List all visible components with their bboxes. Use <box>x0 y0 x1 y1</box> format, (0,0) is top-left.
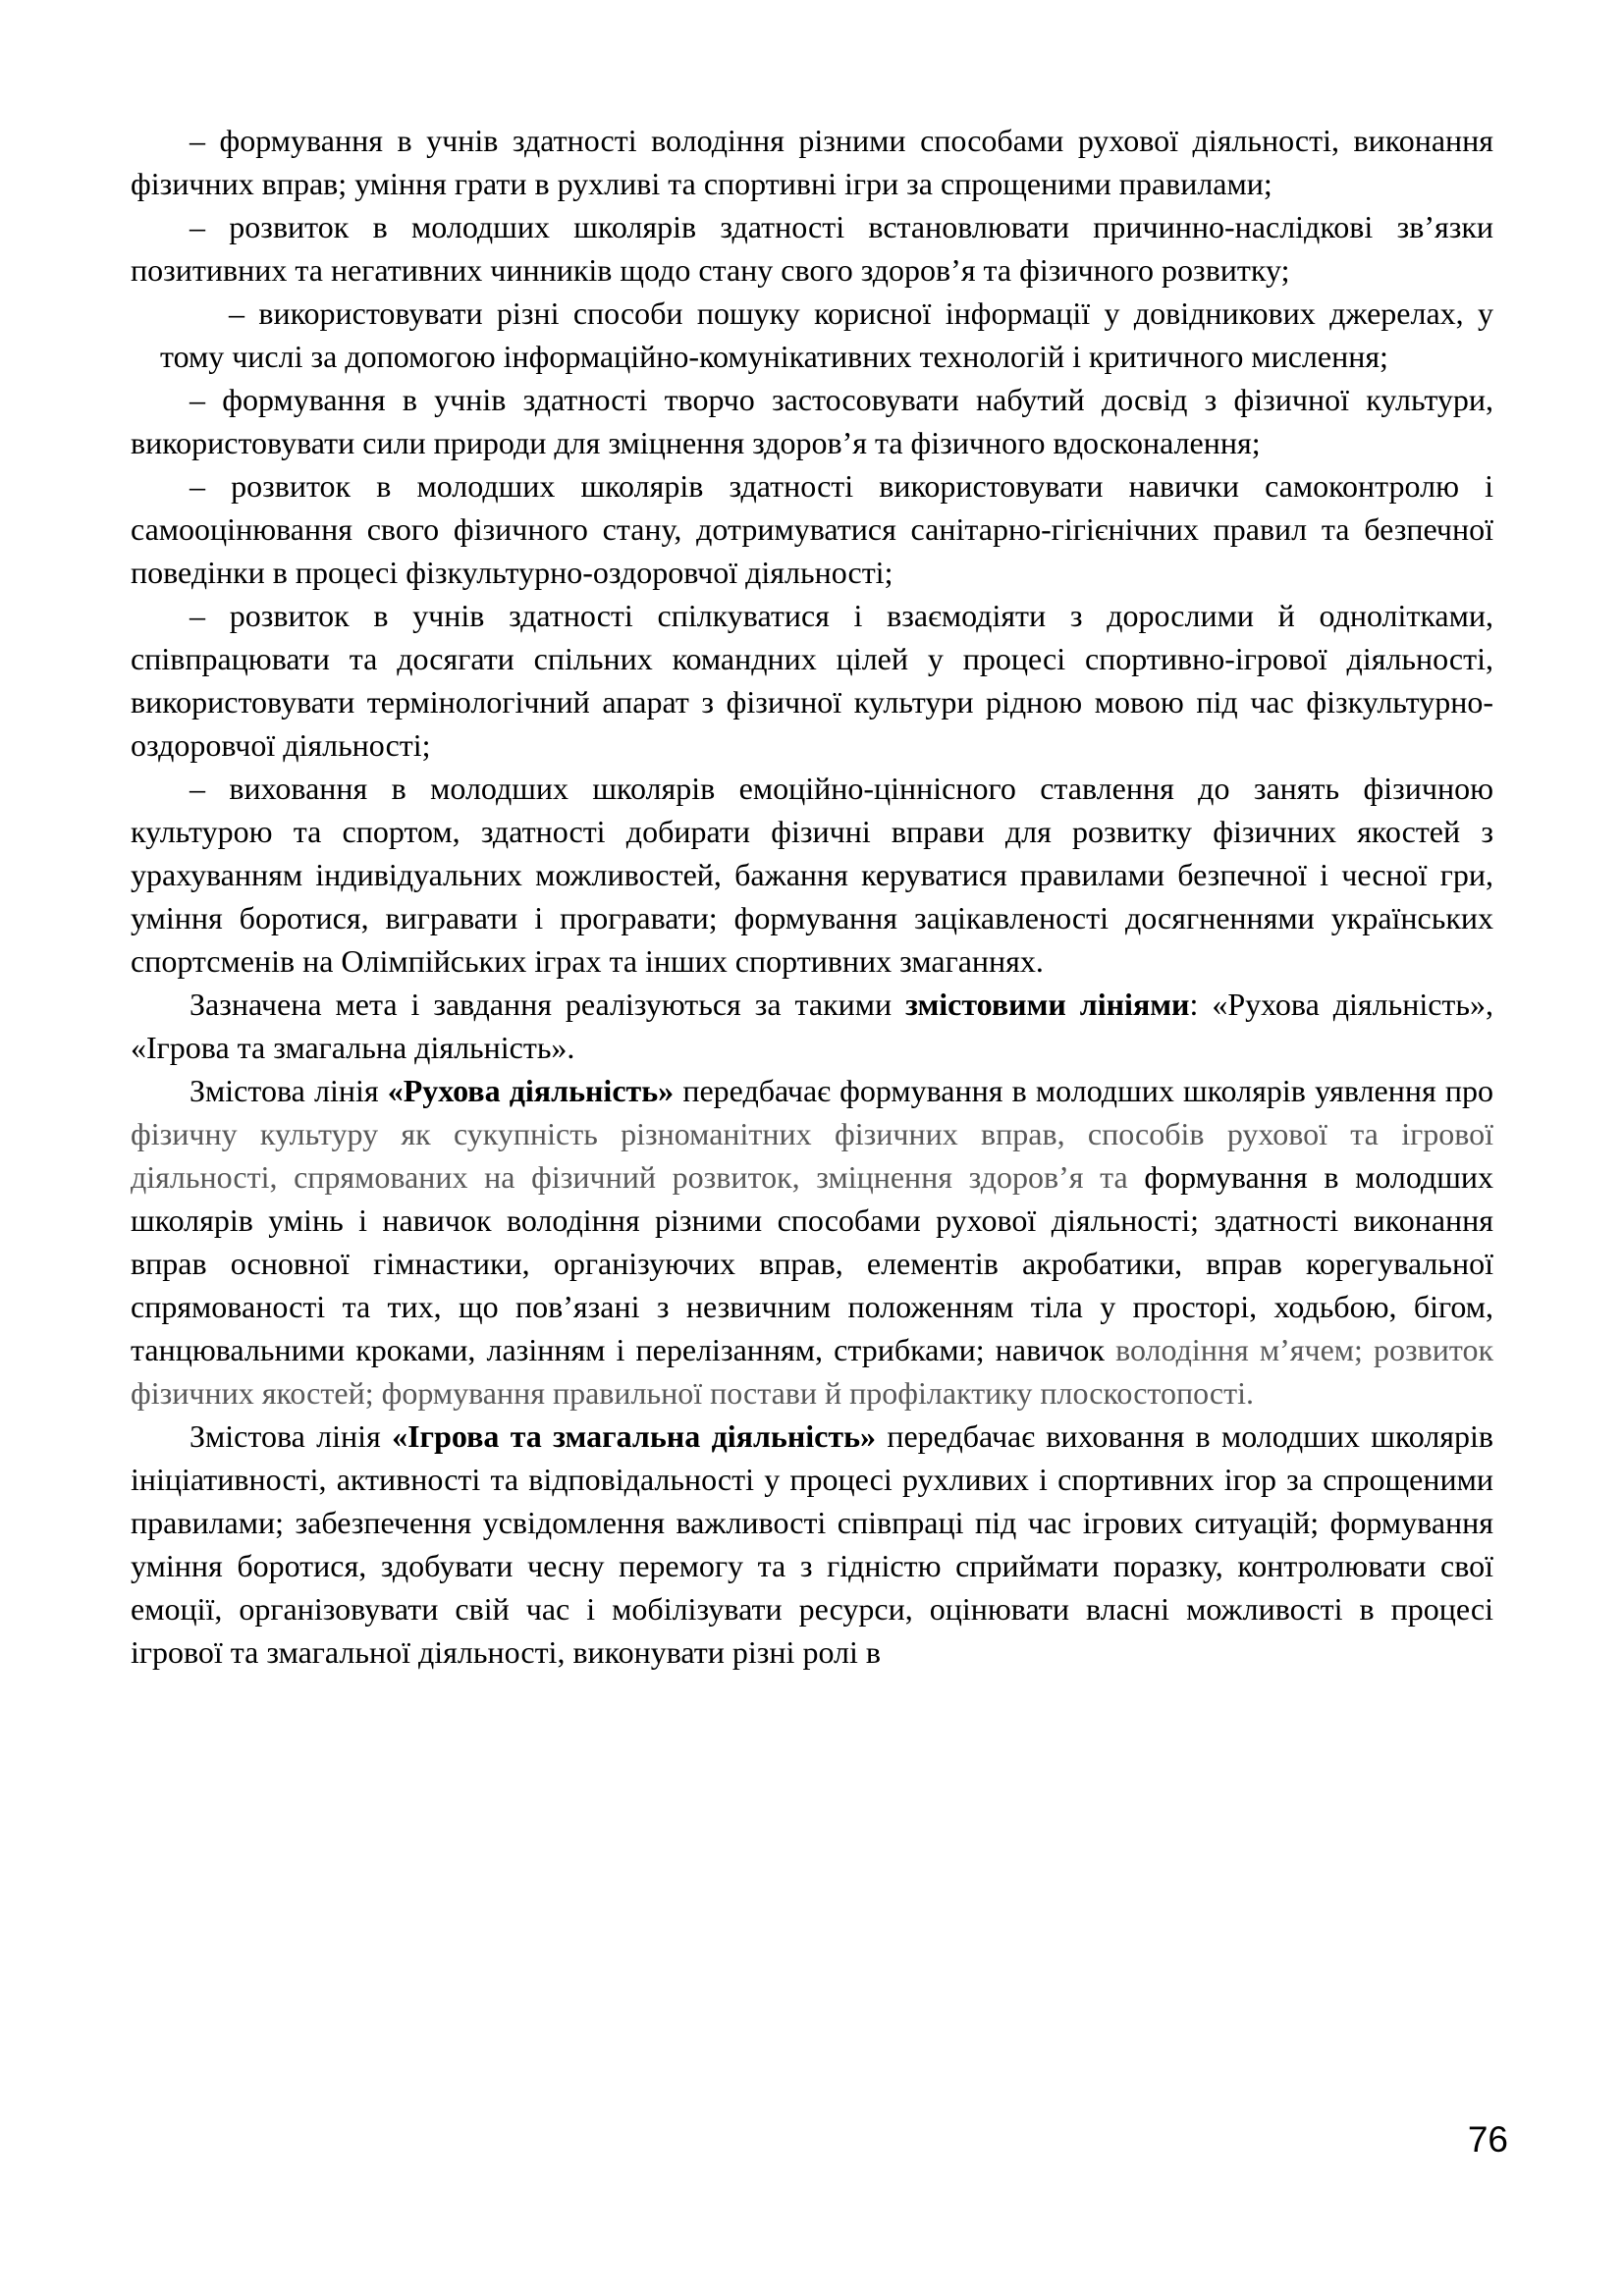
text-run: передбачає виховання в молодших школярів ініціативності, активності та відповідальності у процесі рухливих і спортивних ігор за спрощеними правилами; забезпечення усвідомлення важливості співпраці під час ігрових ситуацій; формування уміння боротися, здобувати чесну перемогу та з гідністю сприймати поразку, контролювати свої емоції, організовувати свій час і мобілізувати ресурси, оцінювати власні можливості в процесі ігрової та змагальної діяльності, виконувати різні ролі в <box>131 1418 1494 1670</box>
paragraph-10 <box>131 1415 1493 1674</box>
paragraph-6 <box>131 594 1493 767</box>
text-run-muted: володіння м’ячем; розвиток фізичних якостей; формування правильної постави й профілактику плоскостопості. <box>131 1332 1494 1411</box>
text-run: Зазначена мета і завдання реалізуються за такими <box>189 987 906 1022</box>
paragraph-7 <box>131 767 1493 983</box>
paragraph-8 <box>131 983 1493 1069</box>
text-run-muted: фізичну культуру як сукупність різноманітних фізичних вправ, способів рухової та ігрової діяльності, спрямованих на фізичний розвиток, зміцнення здоров’я та <box>131 1116 1493 1195</box>
text-run: Змістова лінія <box>189 1418 393 1454</box>
text-run: : «Рухова діяльність», «Ігрова та змагальна діяльність». <box>131 987 1494 1065</box>
text-run: – розвиток в молодших школярів здатності використовувати навички самоконтролю і самооцінювання свого фізичного стану, дотримуватися санітарно-гігієнічних правил та безпечної поведінки в процесі фізкультурно-оздоровчої діяльності; <box>131 468 1493 590</box>
text-run: формування в молодших школярів умінь і навичок володіння різними способами рухової діяльності; здатності виконання вправ основної гімнастики, організуючих вправ, елементів акробатики, вправ корегувальної спрямованості та тих, що пов’язані з незвичним положенням тіла у просторі, ходьбою, бігом, танцювальними кроками, лазінням і перелізанням, стрибками; навичок <box>131 1159 1494 1367</box>
text-run: – формування в учнів здатності творчо застосовувати набутий досвід з фізичної культури, використовувати сили природи для зміцнення здоров’я та фізичного вдосконалення; <box>131 382 1493 460</box>
text-run-bold: «Ігрова та змагальна діяльність» <box>392 1418 877 1454</box>
page-number: 76 <box>1467 2119 1508 2160</box>
text-run: – формування в учнів здатності володіння різними способами рухової діяльності, виконання фізичних вправ; уміння грати в рухливі та спортивні ігри за спрощеними правилами; <box>131 123 1493 201</box>
text-run-bold: змістовими лініями <box>905 987 1190 1022</box>
paragraph-1 <box>131 119 1493 205</box>
paragraph-3 <box>160 292 1493 378</box>
paragraph-9 <box>131 1069 1493 1415</box>
paragraph-5 <box>131 464 1493 594</box>
document-body <box>131 119 1493 1674</box>
text-run: передбачає формування в молодших школярів уявлення про <box>674 1073 1494 1108</box>
text-run: – розвиток в учнів здатності спілкуватися і взаємодіяти з дорослими й однолітками, співпрацювати та досягати спільних командних цілей у процесі спортивно-ігрової діяльності, використовувати термінологічний апарат з фізичної культури рідною мовою під час фізкультурно-оздоровчої діяльності; <box>131 598 1493 763</box>
paragraph-2 <box>131 205 1493 292</box>
text-run: – використовувати різні способи пошуку корисної інформації у довідникових джерелах, у тому числі за допомогою інформаційно-комунікативних технологій і критичного мислення; <box>160 295 1493 374</box>
text-run: – розвиток в молодших школярів здатності встановлювати причинно-наслідкові зв’язки позитивних та негативних чинників щодо стану свого здоров’я та фізичного розвитку; <box>131 209 1493 288</box>
text-run: – виховання в молодших школярів емоційно-ціннісного ставлення до занять фізичною культурою та спортом, здатності добирати фізичні вправи для розвитку фізичних якостей з урахуванням індивідуальних можливостей, бажання керуватися правилами безпечної і чесної гри, уміння боротися, вигравати і програвати; формування зацікавленості досягненнями українських спортсменів на Олімпійських іграх та інших спортивних змаганнях. <box>131 771 1493 979</box>
text-run-bold: «Рухова діяльність» <box>387 1073 675 1108</box>
paragraph-4 <box>131 378 1493 464</box>
text-run: Змістова лінія <box>189 1073 388 1108</box>
